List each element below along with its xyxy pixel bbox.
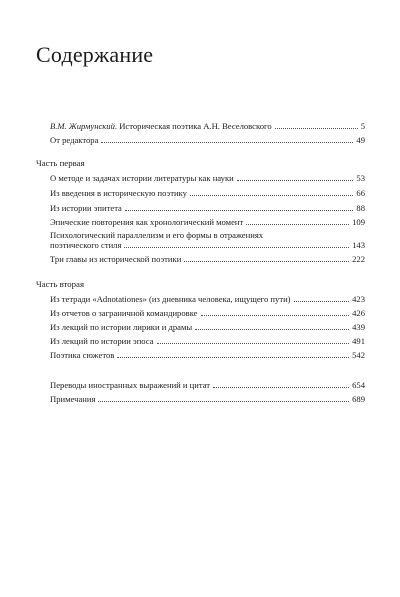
toc-entry-page: 5 — [360, 121, 365, 131]
toc-entry[interactable] — [50, 188, 365, 198]
part-two-heading: Часть вторая — [36, 279, 84, 289]
dot-leader — [237, 180, 354, 181]
toc-entry-title: . Историческая поэтика А.Н. Веселовского — [114, 121, 272, 131]
toc-entry[interactable] — [50, 350, 365, 360]
toc-entry[interactable] — [50, 322, 365, 332]
toc-entry[interactable] — [50, 308, 365, 318]
toc-entry-title: Из лекций по истории эпоса — [50, 336, 154, 346]
dot-leader — [213, 387, 349, 388]
toc-entry-title: поэтического стиля — [50, 240, 122, 250]
toc-entry-page: 109 — [352, 217, 365, 227]
toc-entry-page: 542 — [352, 350, 365, 360]
toc-entry[interactable] — [50, 294, 365, 304]
dot-leader — [117, 357, 349, 358]
toc-entry-author: В.М. Жирмунский — [50, 121, 115, 131]
toc-entry[interactable] — [50, 173, 365, 183]
dot-leader — [157, 343, 350, 344]
toc-entry-editor[interactable] — [50, 135, 365, 145]
toc-entry-title: Из истории эпитета — [50, 203, 122, 213]
toc-entry-title: Из тетради «Adnotationes» (из дневника человека, ищущего пути) — [50, 294, 291, 304]
page-title: Содержание — [36, 42, 154, 67]
toc-entry-title: Примечания — [50, 394, 96, 404]
dot-leader — [184, 261, 349, 262]
toc-entry-page: 423 — [352, 294, 365, 304]
toc-entry-page: 689 — [352, 394, 365, 404]
toc-entry-title: От редактора — [50, 135, 99, 145]
toc-entry[interactable] — [50, 230, 365, 250]
dot-leader — [246, 224, 349, 225]
toc-entry-zhirmunsky[interactable] — [50, 121, 365, 131]
toc-entry-title: Три главы из исторической поэтики — [50, 254, 182, 264]
dot-leader — [275, 128, 358, 129]
dot-leader — [201, 315, 350, 316]
part-one-heading: Часть первая — [36, 158, 85, 168]
toc-entry-page: 491 — [352, 336, 365, 346]
dot-leader — [190, 195, 353, 196]
toc-entry-title: О методе и задачах истории литературы как науки — [50, 173, 234, 183]
toc-entry-page: 49 — [356, 135, 365, 145]
dot-leader — [101, 142, 353, 143]
toc-entry-page: 143 — [352, 240, 365, 250]
dot-leader — [124, 247, 349, 248]
toc-entry-page: 88 — [356, 203, 365, 213]
toc-entry-title: Из отчетов о заграничной командировке — [50, 308, 198, 318]
toc-entry-title: Эпические повторения как хронологический момент — [50, 217, 244, 227]
toc-entry-title: Поэтика сюжетов — [50, 350, 115, 360]
toc-entry-translations[interactable] — [50, 380, 365, 390]
toc-entry-title: Из лекций по истории лирики и драмы — [50, 322, 193, 332]
dot-leader — [195, 329, 349, 330]
toc-entry-title: Из введения в историческую поэтику — [50, 188, 187, 198]
dot-leader — [294, 301, 350, 302]
toc-entry-page: 439 — [352, 322, 365, 332]
toc-entry-page: 53 — [356, 173, 365, 183]
toc-entry[interactable] — [50, 254, 365, 264]
toc-entry-notes[interactable] — [50, 394, 365, 404]
dot-leader — [125, 210, 354, 211]
toc-entry[interactable] — [50, 336, 365, 346]
toc-entry-page: 222 — [352, 254, 365, 264]
toc-entry-title-line1: Психологический параллелизм и его формы в отражениях — [50, 230, 264, 240]
toc-entry[interactable] — [50, 217, 365, 227]
toc-entry-title: Переводы иностранных выражений и цитат — [50, 380, 211, 390]
toc-entry[interactable] — [50, 203, 365, 213]
toc-entry-page: 426 — [352, 308, 365, 318]
toc-entry-page: 66 — [356, 188, 365, 198]
dot-leader — [98, 401, 349, 402]
toc-entry-page: 654 — [352, 380, 365, 390]
